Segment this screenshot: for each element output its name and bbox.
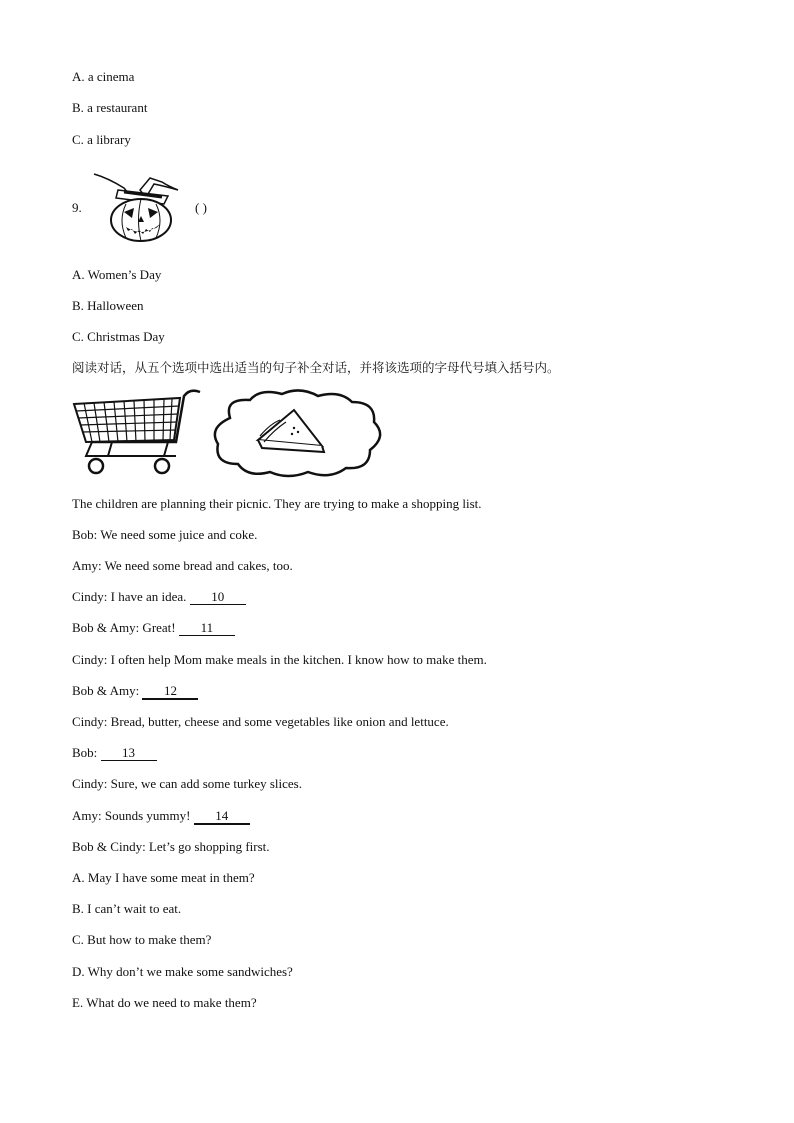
q9-number: 9. bbox=[72, 200, 82, 215]
answer-blank-11[interactable]: 11 bbox=[179, 621, 235, 636]
q9-option-a: A. Women’s Day bbox=[72, 267, 162, 282]
answer-option-a: A. May I have some meat in them? bbox=[72, 870, 255, 885]
q8-option-c: C. a library bbox=[72, 132, 131, 147]
answer-blank-14[interactable]: 14 bbox=[194, 809, 250, 825]
dialogue-line: Cindy: Bread, butter, cheese and some vegetables like onion and lettuce. bbox=[72, 714, 449, 729]
dialogue-line: Bob & Cindy: Let’s go shopping first. bbox=[72, 839, 270, 854]
dialogue-line: Cindy: Sure, we can add some turkey slices. bbox=[72, 776, 302, 791]
dialogue-line: Cindy: I often help Mom make meals in the kitchen. I know how to make them. bbox=[72, 652, 487, 667]
dialogue-line: Cindy: I have an idea. 10 bbox=[72, 589, 246, 605]
dialogue-line: Bob & Amy: Great! 11 bbox=[72, 620, 235, 636]
jack-o-lantern-image bbox=[88, 168, 183, 243]
answer-blank-13[interactable]: 13 bbox=[101, 746, 157, 761]
q9-option-c: C. Christmas Day bbox=[72, 329, 165, 344]
dialogue-line: Bob: 13 bbox=[72, 745, 157, 761]
q9-option-b: B. Halloween bbox=[72, 298, 144, 313]
answer-option-e: E. What do we need to make them? bbox=[72, 995, 257, 1010]
dialogue-line: Bob & Amy: 12 bbox=[72, 683, 198, 700]
answer-option-b: B. I can’t wait to eat. bbox=[72, 901, 182, 916]
section-intro: The children are planning their picnic. They are trying to make a shopping list. bbox=[72, 496, 482, 511]
answer-option-d: D. Why don’t we make some sandwiches? bbox=[72, 964, 293, 979]
q8-option-a: A. a cinema bbox=[72, 69, 135, 84]
answer-blank-12[interactable]: 12 bbox=[142, 684, 198, 700]
dialogue-line: Amy: Sounds yummy! 14 bbox=[72, 808, 250, 825]
answer-blank-10[interactable]: 10 bbox=[190, 590, 246, 605]
section-instruction: 阅读对话，从五个选项中选出适当的句子补全对话，并将该选项的字母代号填入括号内。 bbox=[72, 360, 560, 375]
q9-answer-paren[interactable]: ( ) bbox=[195, 200, 207, 215]
answer-option-c: C. But how to make them? bbox=[72, 932, 212, 947]
dialogue-line: Bob: We need some juice and coke. bbox=[72, 527, 258, 542]
dialogue-line: Amy: We need some bread and cakes, too. bbox=[72, 558, 293, 573]
q8-option-b: B. a restaurant bbox=[72, 100, 148, 115]
shopping-cart-image bbox=[72, 384, 204, 480]
sandwich-cloud-image bbox=[210, 388, 386, 480]
